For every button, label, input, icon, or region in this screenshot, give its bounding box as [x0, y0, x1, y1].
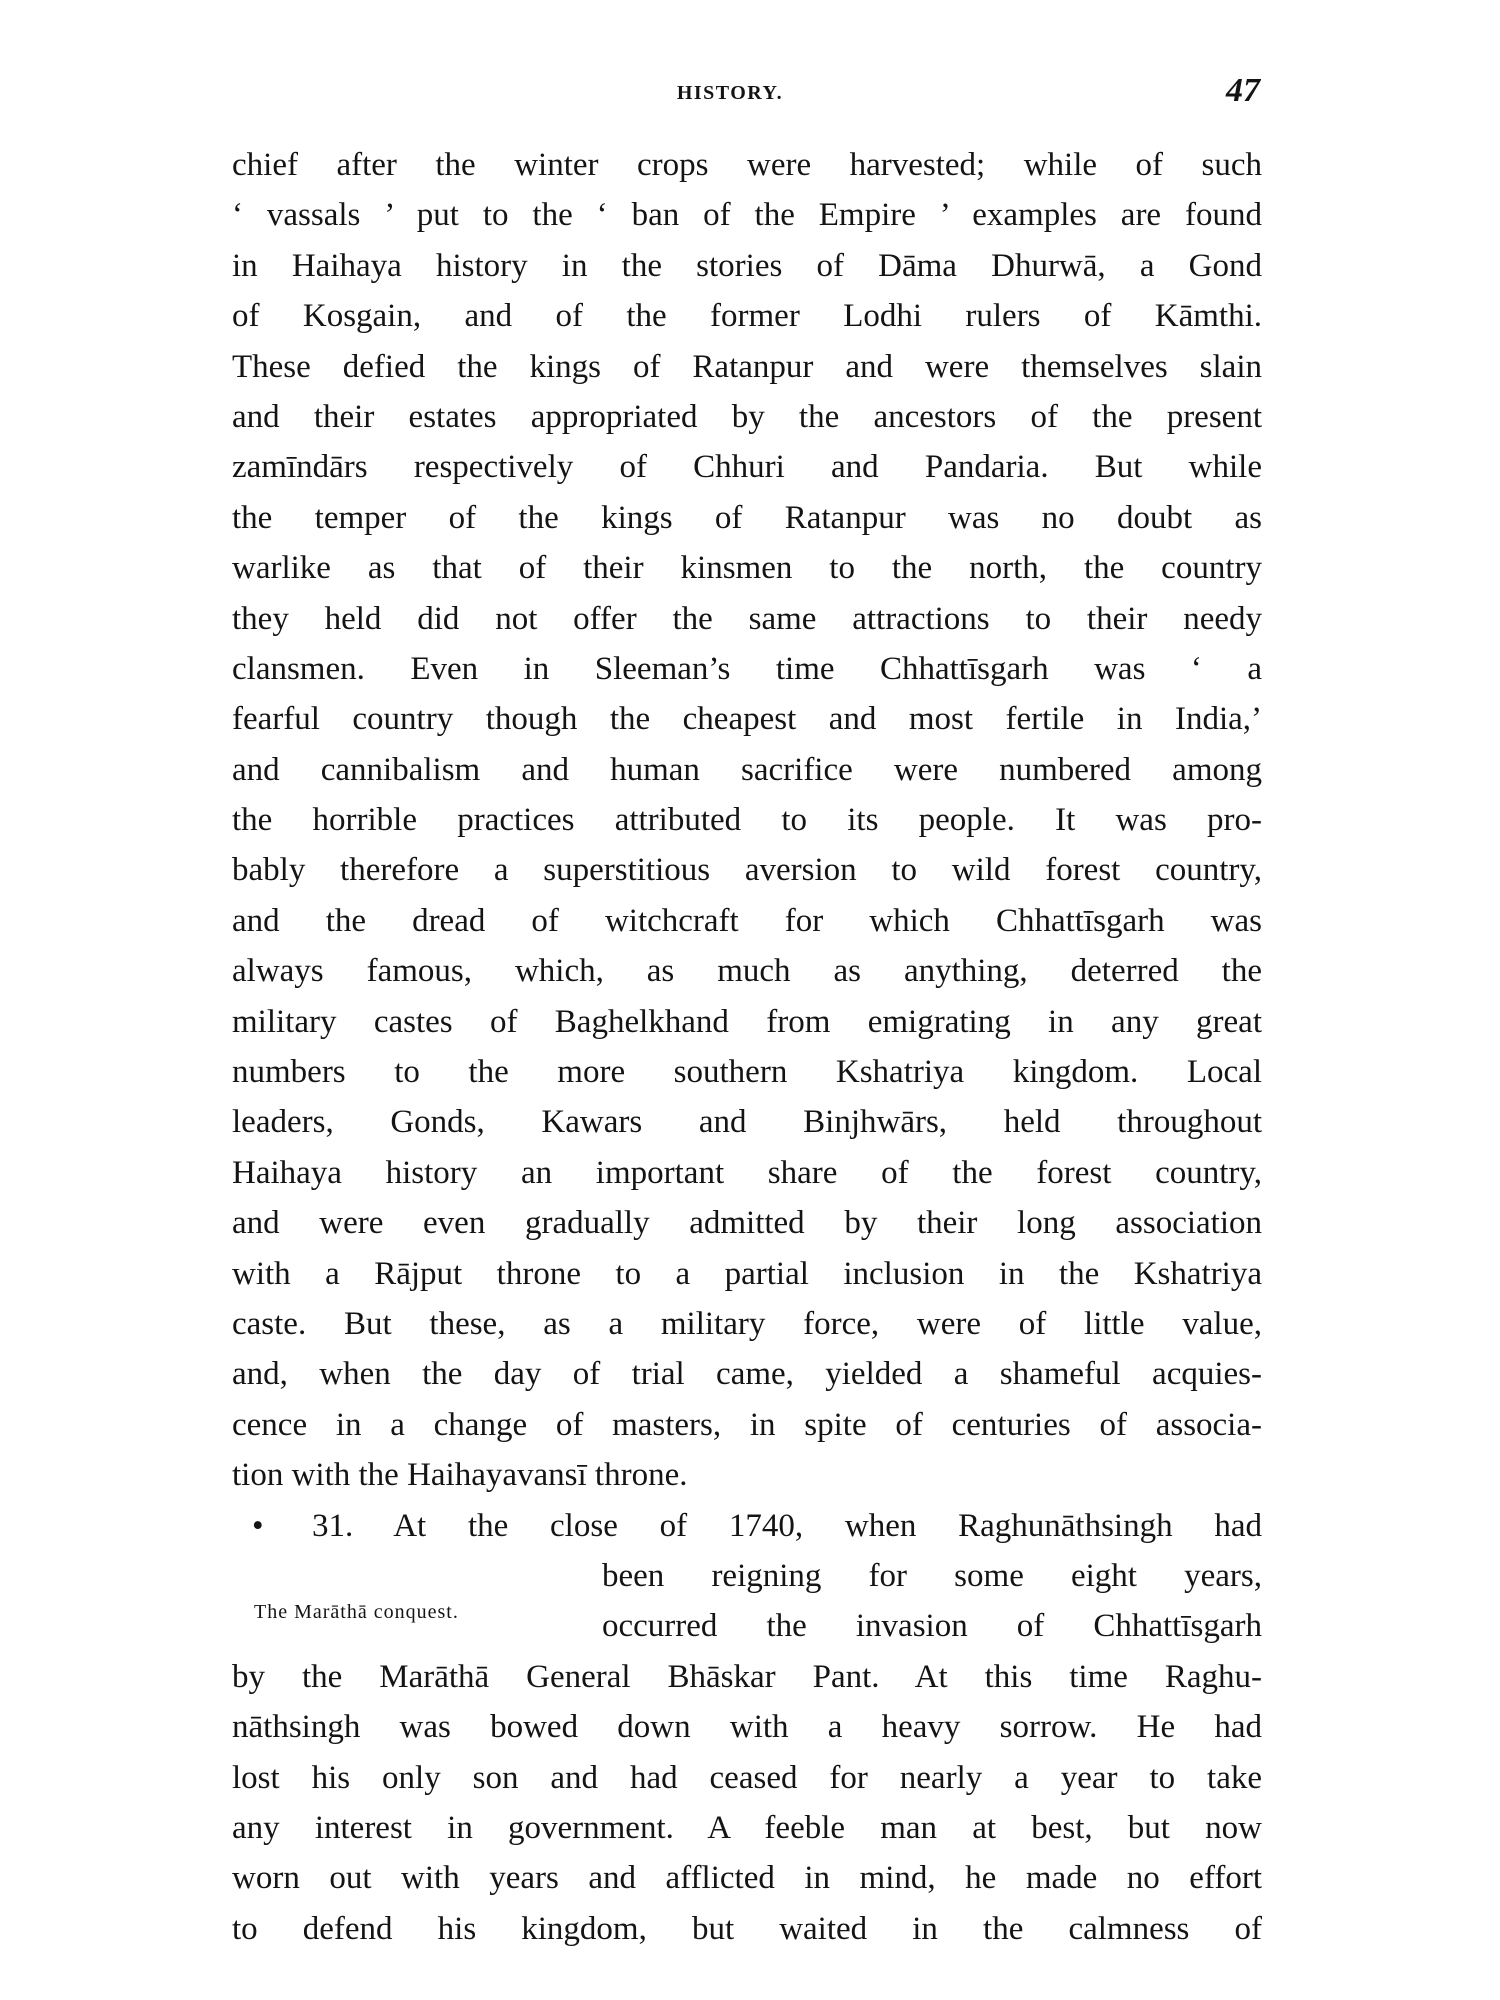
text-line: warlike as that of their kinsmen to the north, the country — [232, 550, 1262, 587]
text-line: lost his only son and had ceased for nearly a year to take — [232, 1759, 1262, 1796]
text-line: worn out with years and afflicted in mind, he made no effort — [232, 1860, 1262, 1897]
text-line: by the Marāthā General Bhāskar Pant. At this time Raghu- — [232, 1658, 1262, 1695]
bullet-mark: • — [252, 1507, 264, 1544]
text-line: These defied the kings of Ratanpur and were themselves slain — [232, 348, 1262, 385]
text-line: to defend his kingdom, but waited in the calmness of — [232, 1910, 1262, 1947]
text-line: caste. But these, as a military force, were of little value, — [232, 1305, 1262, 1342]
indented-lines — [602, 1551, 1262, 1652]
paragraph-2 — [232, 1501, 1262, 1955]
page-number: 47 — [1226, 72, 1260, 109]
text-line: and their estates appropriated by the ancestors of the present — [232, 398, 1262, 435]
text-line: Haihaya history an important share of the forest country, — [232, 1154, 1262, 1191]
text-line: clansmen. Even in Sleeman’s time Chhattīsgarh was ‘ a — [232, 650, 1262, 687]
text-line: military castes of Baghelkhand from emigrating in any great — [232, 1003, 1262, 1040]
text-line: and were even gradually admitted by their long association — [232, 1205, 1262, 1242]
text-line: always famous, which, as much as anything, deterred the — [232, 953, 1262, 990]
text-line: fearful country though the cheapest and most fertile in India,’ — [232, 701, 1262, 738]
text-line: leaders, Gonds, Kawars and Binjhwārs, held throughout — [232, 1104, 1262, 1141]
text-line: they held did not offer the same attractions to their needy — [232, 600, 1262, 637]
running-head — [0, 72, 1500, 120]
text-line: the horrible practices attributed to its people. It was pro- — [232, 802, 1262, 839]
text-line: of Kosgain, and of the former Lodhi rulers of Kāmthi. — [232, 298, 1262, 335]
text-line: zamīndārs respectively of Chhuri and Pandaria. But while — [232, 449, 1262, 486]
text-line: any interest in government. A feeble man at best, but now — [232, 1809, 1262, 1846]
text-line: been reigning for some eight years, — [602, 1557, 1262, 1594]
text-line: and cannibalism and human sacrifice were numbered among — [232, 751, 1262, 788]
marginal-note: The Marāthā conquest. — [254, 1600, 459, 1623]
text-line: ‘ vassals ’ put to the ‘ ban of the Empire ’ examples are found — [232, 197, 1262, 234]
text-line: chief after the winter crops were harvested; while of such — [232, 147, 1262, 183]
paragraph-last-line: tion with the Haihayavansī throne. — [232, 1457, 688, 1494]
section-31-first-line — [232, 1501, 1262, 1551]
text-line: cence in a change of masters, in spite of centuries of associa- — [232, 1406, 1262, 1443]
text-line: and, when the day of trial came, yielded a shameful acquies- — [232, 1356, 1262, 1393]
text-line: nāthsingh was bowed down with a heavy sorrow. He had — [232, 1709, 1262, 1746]
text-line: occurred the invasion of Chhattīsgarh — [602, 1608, 1262, 1645]
text-line: in Haihaya history in the stories of Dāma Dhurwā, a Gond — [232, 247, 1262, 284]
text-line: and the dread of witchcraft for which Chhattīsgarh was — [232, 902, 1262, 939]
paragraph-1 — [232, 140, 1262, 1501]
text-line: 31. At the close of 1740, when Raghunāthsingh had — [312, 1507, 1262, 1544]
running-title: HISTORY. — [676, 82, 784, 104]
text-line: the temper of the kings of Ratanpur was no doubt as — [232, 499, 1262, 536]
body-text — [232, 140, 1262, 1954]
text-line: with a Rājput throne to a partial inclusion in the Kshatriya — [232, 1255, 1262, 1292]
text-line: numbers to the more southern Kshatriya kingdom. Local — [232, 1054, 1262, 1091]
marginal-note-row — [232, 1551, 1262, 1652]
text-line: bably therefore a superstitious aversion to wild forest country, — [232, 852, 1262, 889]
